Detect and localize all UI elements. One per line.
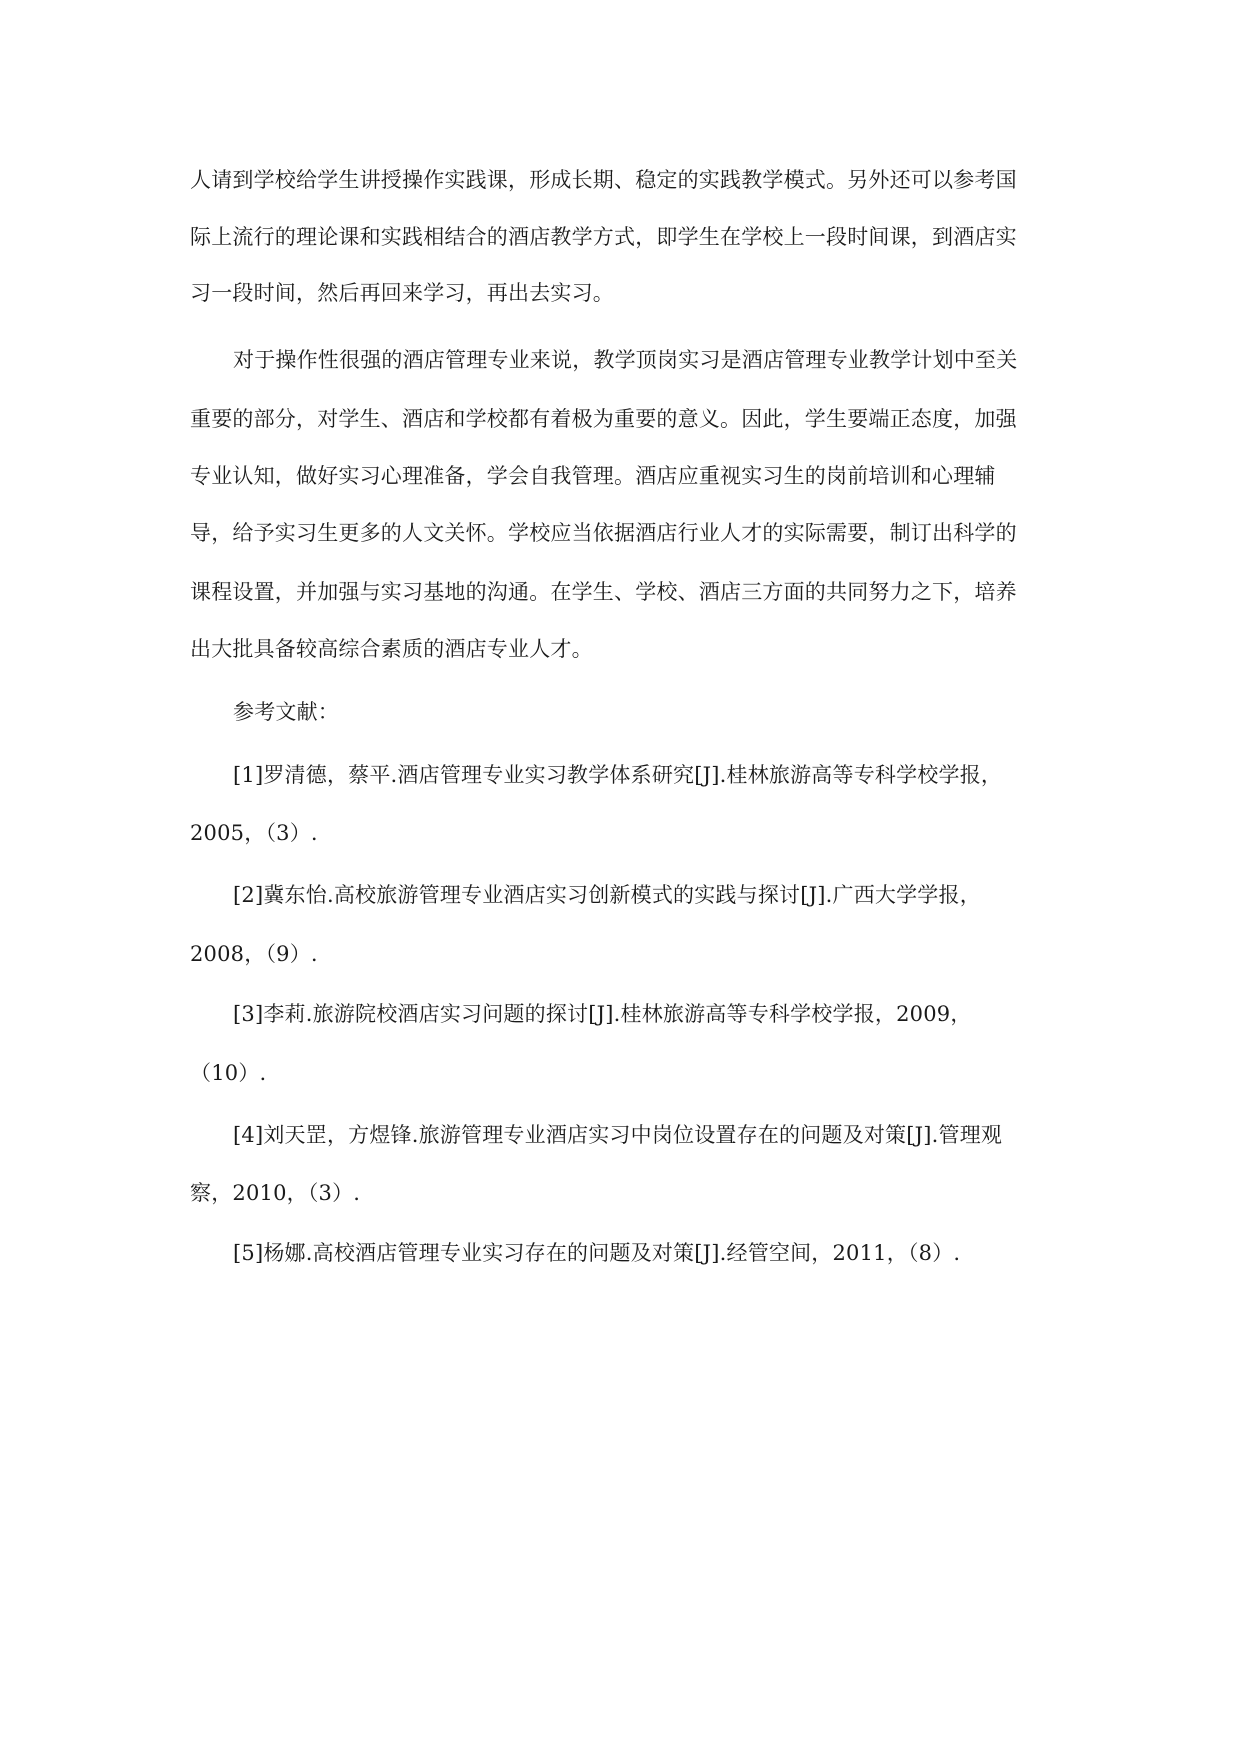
paragraph-1-line-2: 际上流行的理论课和实践相结合的酒店教学方式，即学生在学校上一段时间课，到酒店实 <box>190 225 1017 249</box>
reference-4-line-2: 察，2010，（3）. <box>190 1181 361 1205</box>
reference-5-line-1: [5]杨娜.高校酒店管理专业实习存在的问题及对策[J].经管空间，2011，（8）. <box>233 1241 961 1265</box>
reference-1-line-2: 2005，（3）. <box>190 821 318 845</box>
reference-2-line-1: [2]冀东怡.高校旅游管理专业酒店实习创新模式的实践与探讨[J].广西大学学报， <box>233 883 981 907</box>
paragraph-1-line-3: 习一段时间，然后再回来学习，再出去实习。 <box>190 281 614 305</box>
paragraph-2-line-3: 专业认知，做好实习心理准备，学会自我管理。酒店应重视实习生的岗前培训和心理辅 <box>190 464 996 488</box>
paragraph-2-line-4: 导，给予实习生更多的人文关怀。学校应当依据酒店行业人才的实际需要，制订出科学的 <box>190 521 1017 545</box>
reference-1-line-1: [1]罗清德，蔡平.酒店管理专业实习教学体系研究[J].桂林旅游高等专科学校学报， <box>233 763 1003 787</box>
paragraph-1-line-1: 人请到学校给学生讲授操作实践课，形成长期、稳定的实践教学模式。另外还可以参考国 <box>190 168 1017 192</box>
paragraph-2-line-2: 重要的部分，对学生、酒店和学校都有着极为重要的意义。因此，学生要端正态度，加强 <box>190 407 1017 431</box>
reference-4-line-1: [4]刘天罡，方煜锋.旅游管理专业酒店实习中岗位设置存在的问题及对策[J].管理观 <box>233 1123 1003 1147</box>
paragraph-2-line-5: 课程设置，并加强与实习基地的沟通。在学生、学校、酒店三方面的共同努力之下，培养 <box>190 580 1017 604</box>
reference-3-line-2: （10）. <box>190 1061 267 1085</box>
reference-3-line-1: [3]李莉.旅游院校酒店实习问题的探讨[J].桂林旅游高等专科学校学报，2009， <box>233 1002 972 1026</box>
references-heading: 参考文献： <box>233 700 339 724</box>
paragraph-2-line-6: 出大批具备较高综合素质的酒店专业人才。 <box>190 637 593 661</box>
reference-2-line-2: 2008，（9）. <box>190 942 318 966</box>
paragraph-2-line-1: 对于操作性很强的酒店管理专业来说，教学顶岗实习是酒店管理专业教学计划中至关 <box>233 348 1018 372</box>
